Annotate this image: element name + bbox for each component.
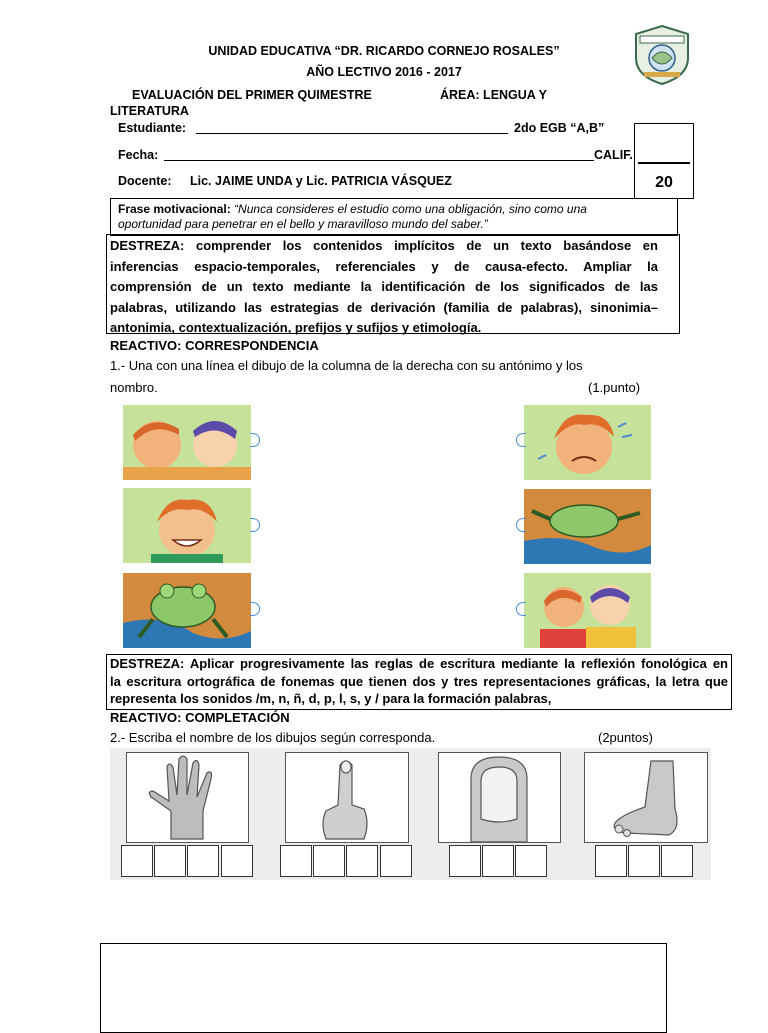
skill2-line-2: la escritura ortográfica de fonemas que tienen dos y tres representaciones gráficas, la letra que <box>110 673 728 689</box>
letter-slot-hand-4[interactable] <box>221 845 253 877</box>
frog-standing-image <box>123 573 251 648</box>
finger-image <box>285 752 409 843</box>
letter-slot-hand-3[interactable] <box>187 845 219 877</box>
section2-instruction: 2.- Escriba el nombre de los dibujos según corresponda. <box>110 730 436 745</box>
skill1-line-2: inferencias espacio-temporales, referenciales y de causa-efecto. Ampliar la <box>110 258 658 274</box>
student-name-line[interactable] <box>196 133 508 134</box>
skill-label-2: DESTREZA: <box>110 656 185 671</box>
skill2-line-3: representa los sonidos /m, n, ñ, d, p, l, s, y / para la formación palabras, <box>110 691 552 706</box>
skill-label-1: DESTREZA: <box>110 238 185 253</box>
crying-boy-image <box>524 405 651 480</box>
foot-image <box>584 752 708 843</box>
letter-slot-foot-2[interactable] <box>628 845 660 877</box>
answer-box[interactable] <box>100 943 667 1033</box>
teacher-label: Docente: <box>118 174 172 188</box>
calif-label: CALIF. <box>594 148 633 162</box>
date-label: Fecha: <box>118 148 159 162</box>
match-point-right-2[interactable] <box>516 518 526 532</box>
match-point-left-2[interactable] <box>250 518 260 532</box>
letter-slot-nail-2[interactable] <box>482 845 514 877</box>
section1-points: (1.punto) <box>588 380 641 395</box>
score-divider <box>638 162 690 164</box>
letter-slot-foot-3[interactable] <box>661 845 693 877</box>
smiling-boy-image <box>123 488 251 563</box>
student-label: Estudiante: <box>118 121 187 135</box>
motivational-quote-line2: oportunidad para penetrar en el bello y maravilloso mundo del saber.” <box>118 217 488 231</box>
letter-slot-hand-1[interactable] <box>121 845 153 877</box>
skill-text-1 <box>110 236 658 339</box>
section1-instruction-2: nombro. <box>110 380 158 395</box>
date-line[interactable] <box>164 160 594 161</box>
friends-hugging-image <box>524 573 651 648</box>
skill1-line-1: comprender los contenidos implícitos de un texto basándose en <box>196 238 658 253</box>
letter-slot-nail-1[interactable] <box>449 845 481 877</box>
children-arguing-image <box>123 405 251 480</box>
match-point-right-1[interactable] <box>516 433 526 447</box>
hand-image <box>126 752 249 843</box>
letter-slot-finger-3[interactable] <box>346 845 378 877</box>
skill1-line-3: comprensión de un texto mediante la identificación de los significados de las <box>110 279 658 294</box>
section2-title: REACTIVO: COMPLETACIÓN <box>110 710 290 725</box>
fingernail-image <box>438 752 561 843</box>
skill2-line-1: Aplicar progresivamente las reglas de escritura mediante la reflexión fonológica en <box>189 656 728 671</box>
letter-slot-finger-1[interactable] <box>280 845 312 877</box>
skill1-line-4: palabras, utilizando las estrategias de derivación (familia de palabras), sinonimia– <box>110 299 658 315</box>
skill-text-2 <box>110 655 728 708</box>
letter-slot-finger-2[interactable] <box>313 845 345 877</box>
area-label: ÁREA: LENGUA Y <box>440 88 547 102</box>
letter-slot-hand-2[interactable] <box>154 845 186 877</box>
grade-label: 2do EGB “A,B” <box>514 121 605 135</box>
score-total: 20 <box>655 174 673 191</box>
teacher-names: Lic. JAIME UNDA y Lic. PATRICIA VÁSQUEZ <box>190 174 452 188</box>
letter-slot-nail-3[interactable] <box>515 845 547 877</box>
area-continuation: LITERATURA <box>110 104 189 118</box>
match-point-left-1[interactable] <box>250 433 260 447</box>
motivational-quote-line1: “Nunca consideres el estudio como una obligación, sino como una <box>234 202 587 216</box>
school-year: AÑO LECTIVO 2016 - 2017 <box>306 65 462 79</box>
motivational-label: Frase motivacional: <box>118 202 231 216</box>
motivational-text <box>118 202 674 232</box>
skill1-line-5: antonimia, contextualización, prefijos y sufijos y etimología. <box>110 320 482 335</box>
section1-instruction-1: 1.- Una con una línea el dibujo de la columna de la derecha con su antónimo y los <box>110 358 583 373</box>
section2-points: (2puntos) <box>598 730 653 745</box>
section1-title: REACTIVO: CORRESPONDENCIA <box>110 338 319 353</box>
frog-lying-image <box>524 489 651 564</box>
evaluation-title: EVALUACIÓN DEL PRIMER QUIMESTRE <box>132 88 372 102</box>
match-point-right-3[interactable] <box>516 602 526 616</box>
letter-slot-finger-4[interactable] <box>380 845 412 877</box>
school-name: UNIDAD EDUCATIVA “DR. RICARDO CORNEJO ROSALES” <box>208 44 560 58</box>
match-point-left-3[interactable] <box>250 602 260 616</box>
letter-slot-foot-1[interactable] <box>595 845 627 877</box>
